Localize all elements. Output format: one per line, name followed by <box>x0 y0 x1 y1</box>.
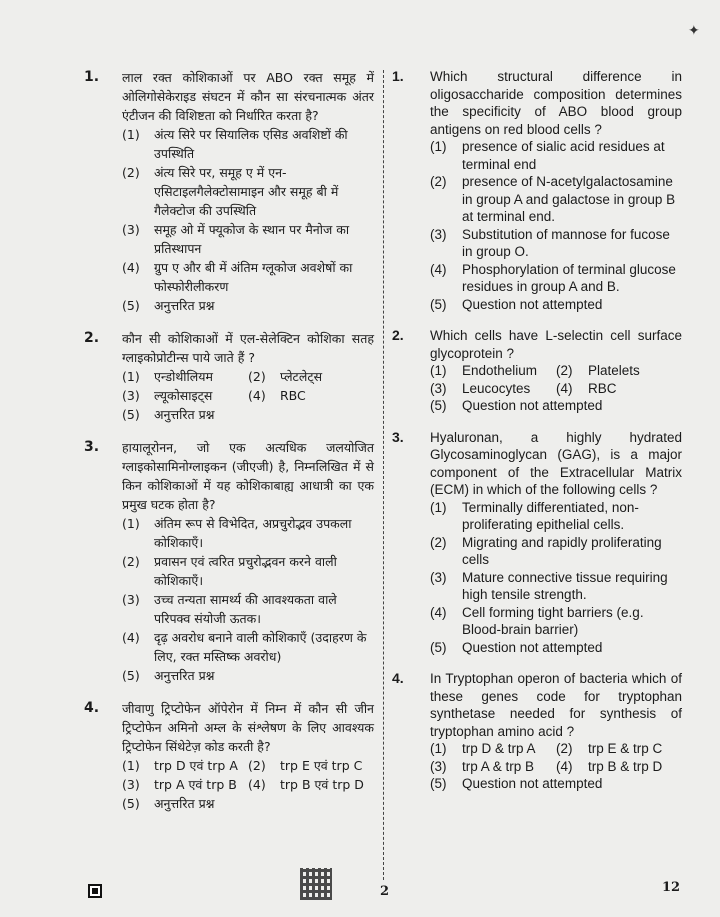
question-number: 3. <box>84 439 100 455</box>
question-block <box>392 429 682 657</box>
question-text: Which structural difference in oligosaccharide composition determines the specificity of ABO blood group antigens on red blood cells ? <box>430 69 682 137</box>
option-number: (4) <box>556 758 573 774</box>
option-text: Terminally differentiated, non-proliferating epithelial cells. <box>462 499 639 532</box>
option-number: (3) <box>122 222 140 237</box>
answer-option <box>122 125 374 163</box>
option-number: (4) <box>556 380 573 396</box>
option-number: (5) <box>430 296 447 312</box>
answer-option <box>248 386 374 405</box>
option-number: (1) <box>122 369 140 384</box>
option-text: Question not attempted <box>462 639 603 655</box>
option-text: अनुत्तरित प्रश्न <box>154 407 215 422</box>
answer-option <box>122 220 374 258</box>
option-text: अंत्य सिरे पर, समूह ए में एन-एसिटाइलगैलेक्टोसामाइन और समूह बी में गैलेक्टोज की उपस्थिति <box>154 165 339 218</box>
option-number: (5) <box>122 796 140 811</box>
option-text: समूह ओ में फ्यूकोज के स्थान पर मैनोज का प्रतिस्थापन <box>154 222 350 256</box>
answer-option <box>122 258 374 296</box>
option-number: (5) <box>430 776 447 791</box>
option-text: अंतिम रूप से विभेदित, अप्रचुरोद्भव उपकला कोशिकाएँ। <box>154 516 352 550</box>
question-number: 2. <box>84 330 100 346</box>
option-number: (1) <box>430 741 447 756</box>
option-text: अंत्य सिरे पर सियालिक एसिड अवशिष्टों की उपस्थिति <box>154 127 348 161</box>
option-text: trp B & trp D <box>588 758 663 774</box>
option-pair-row <box>430 758 682 776</box>
answer-option <box>122 405 374 424</box>
option-number: (1) <box>122 516 140 531</box>
option-text: presence of N-acetylgalactosamine in group A and galactose in group B at terminal end. <box>462 174 676 224</box>
option-number: (1) <box>430 363 447 378</box>
answer-option <box>430 740 556 758</box>
option-number: (2) <box>122 554 140 569</box>
option-text: trp E एवं trp C <box>280 758 363 773</box>
question-block <box>392 327 682 415</box>
option-number: (2) <box>556 363 573 378</box>
question-block <box>84 329 374 424</box>
answer-option <box>122 794 374 813</box>
option-text: presence of sialic acid residues at terminal end <box>462 139 665 172</box>
page-number: 12 <box>662 880 681 895</box>
option-number: (5) <box>430 639 447 655</box>
answer-option <box>556 380 682 398</box>
question-text: Hyaluronan, a highly hydrated Glycosaminoglycan (GAG), is a major component of the Extracellular Matrix (ECM) in which of the following cells ? <box>430 429 682 497</box>
option-number: (4) <box>248 388 266 403</box>
option-number: (2) <box>248 369 266 384</box>
answer-option <box>430 173 682 226</box>
answer-option <box>122 514 374 552</box>
option-number: (4) <box>122 630 140 645</box>
hindi-column <box>84 68 374 827</box>
answer-option <box>122 666 374 685</box>
answer-option <box>248 756 374 775</box>
option-text: trp D एवं trp A <box>154 758 238 773</box>
answer-option <box>556 362 682 380</box>
option-number: (5) <box>122 407 140 422</box>
column-divider <box>383 70 384 880</box>
answer-option <box>430 534 682 569</box>
option-pair-row <box>122 367 374 386</box>
question-text: Which cells have L-selectin cell surface glycoprotein ? <box>430 328 682 361</box>
answer-option <box>248 775 374 794</box>
question-number: 1. <box>84 69 100 85</box>
option-text: उच्च तन्यता सामर्थ्य की आवश्यकता वाले परिपक्व संयोजी ऊतक। <box>154 592 337 626</box>
answer-option <box>430 296 682 314</box>
registration-square-icon <box>88 884 102 898</box>
question-text: जीवाणु ट्रिप्टोफेन ऑपेरोन में निम्न में कौन सी जीन ट्रिप्टोफेन अमिनो अम्ल के संश्लेषण के लिए आवश्यक ट्रिप्टोफेन सिंथेटेज़ कोड करती है? <box>122 701 374 754</box>
question-text: लाल रक्त कोशिकाओं पर ABO रक्त समूह में ओलिगोसेकेराइड संघटन में कौन सा संरचनात्मक अंतर एंटीजन की विशिष्टता को निर्धारित करता है? <box>122 70 374 123</box>
option-text: ल्यूकोसाइट्स <box>154 388 213 403</box>
option-text: Migrating and rapidly proliferating cells <box>462 534 662 567</box>
answer-option <box>430 397 682 415</box>
question-text: कौन सी कोशिकाओं में एल-सेलेक्टिन कोशिका सतह ग्लाइकोप्रोटीन्स पाये जाते हैं ? <box>122 331 374 365</box>
english-column <box>392 68 682 807</box>
answer-option <box>122 552 374 590</box>
option-number: (1) <box>430 499 447 515</box>
answer-option <box>556 758 682 776</box>
answer-option <box>430 758 556 776</box>
option-number: (1) <box>122 758 140 773</box>
answer-option <box>430 362 556 380</box>
answer-option <box>556 740 682 758</box>
option-number: (2) <box>556 741 573 756</box>
option-number: (5) <box>122 298 140 313</box>
answer-option <box>122 590 374 628</box>
option-number: (2) <box>248 758 266 773</box>
answer-option <box>430 639 682 657</box>
option-text: Cell forming tight barriers (e.g. Blood-brain barrier) <box>462 604 644 637</box>
option-text: दृढ़ अवरोध बनाने वाली कोशिकाएँ (उदाहरण के लिए, रक्त मस्तिष्क अवरोध) <box>154 630 367 664</box>
option-text: अनुत्तरित प्रश्न <box>154 298 215 313</box>
option-pair-row <box>430 740 682 758</box>
option-text: Endothelium <box>462 363 538 378</box>
option-number: (3) <box>430 569 447 585</box>
option-text: trp D & trp A <box>462 741 536 756</box>
option-number: (5) <box>430 398 447 413</box>
question-block <box>84 438 374 685</box>
answer-option <box>122 296 374 315</box>
option-text: प्रवासन एवं त्वरित प्रचुरोद्भवन करने वाली कोशिकाएँ। <box>154 554 337 588</box>
option-number: (3) <box>122 592 140 607</box>
question-number: 1. <box>392 68 404 84</box>
option-number: (1) <box>122 127 140 142</box>
option-text: अनुत्तरित प्रश्न <box>154 668 215 683</box>
option-text: trp B एवं trp D <box>280 777 364 792</box>
answer-option <box>122 775 248 794</box>
option-text: Question not attempted <box>462 398 603 413</box>
option-pair-row <box>122 386 374 405</box>
option-text: एन्डोथीलियम <box>154 369 213 384</box>
option-number: (4) <box>430 261 447 277</box>
option-text: trp A एवं trp B <box>154 777 237 792</box>
question-number: 3. <box>392 428 404 445</box>
option-pair-row <box>430 362 682 380</box>
option-text: Mature connective tissue requiring high tensile strength. <box>462 569 668 602</box>
answer-option <box>430 261 682 296</box>
qr-code-icon <box>300 868 332 900</box>
option-number: (2) <box>430 174 447 189</box>
question-number: 2. <box>392 327 404 343</box>
option-number: (3) <box>430 226 447 242</box>
option-pair-row <box>122 775 374 794</box>
option-text: Leucocytes <box>462 380 531 396</box>
answer-option <box>248 367 374 386</box>
answer-option <box>122 367 248 386</box>
answer-option <box>430 138 682 173</box>
answer-option <box>122 756 248 775</box>
option-text: Platelets <box>588 363 640 378</box>
option-number: (4) <box>122 260 140 275</box>
answer-option <box>122 628 374 666</box>
option-number: (3) <box>122 777 140 792</box>
option-text: Question not attempted <box>462 296 603 312</box>
option-text: प्लेटलेट्स <box>280 369 323 384</box>
option-number: (1) <box>430 139 447 154</box>
option-number: (2) <box>122 165 140 180</box>
option-text: RBC <box>280 388 306 403</box>
option-number: (2) <box>430 534 447 550</box>
answer-option <box>430 569 682 604</box>
question-text: In Tryptophan operon of bacteria which of these genes code for tryptophan synthetase needed for synthesis of tryptophan amino acid ? <box>430 671 682 739</box>
answer-option <box>430 775 682 793</box>
corner-mark-icon: ✦ <box>688 22 700 38</box>
option-number: (3) <box>122 388 140 403</box>
question-block <box>392 68 682 313</box>
question-block <box>84 699 374 813</box>
answer-option <box>430 380 556 398</box>
option-text: RBC <box>588 380 617 396</box>
option-number: (4) <box>430 604 447 620</box>
question-number: 4. <box>84 700 100 716</box>
option-text: Substitution of mannose for fucose in group O. <box>462 226 670 259</box>
answer-option <box>430 499 682 534</box>
option-text: ग्रुप ए और बी में अंतिम ग्लूकोज अवशेषों का फोस्फोरीलीकरण <box>154 260 353 294</box>
option-pair-row <box>430 380 682 398</box>
option-text: trp E & trp C <box>588 741 663 756</box>
option-number: (4) <box>248 777 266 792</box>
answer-option <box>122 163 374 220</box>
option-number: (5) <box>122 668 140 683</box>
question-number: 4. <box>392 670 404 686</box>
answer-option <box>122 386 248 405</box>
answer-option <box>430 226 682 261</box>
option-number: (3) <box>430 380 447 396</box>
option-text: अनुत्तरित प्रश्न <box>154 796 215 811</box>
option-text: Phosphorylation of terminal glucose residues in group A and B. <box>462 261 676 294</box>
option-number: (3) <box>430 758 447 774</box>
option-text: trp A & trp B <box>462 758 535 774</box>
question-text: हायालूरोनन, जो एक अत्यधिक जलयोजित ग्लाइकोसामिनोग्लाइकन (जीएजी) है, निम्नलिखित में से किन कोशिकाओं में यह कोशिकाबाह्य आधात्री का एक प्रमुख घटक होता है? <box>122 440 374 512</box>
option-text: Question not attempted <box>462 776 603 791</box>
question-block <box>392 670 682 793</box>
center-page-number: 2 <box>380 884 390 899</box>
option-pair-row <box>122 756 374 775</box>
question-block <box>84 68 374 315</box>
answer-option <box>430 604 682 639</box>
